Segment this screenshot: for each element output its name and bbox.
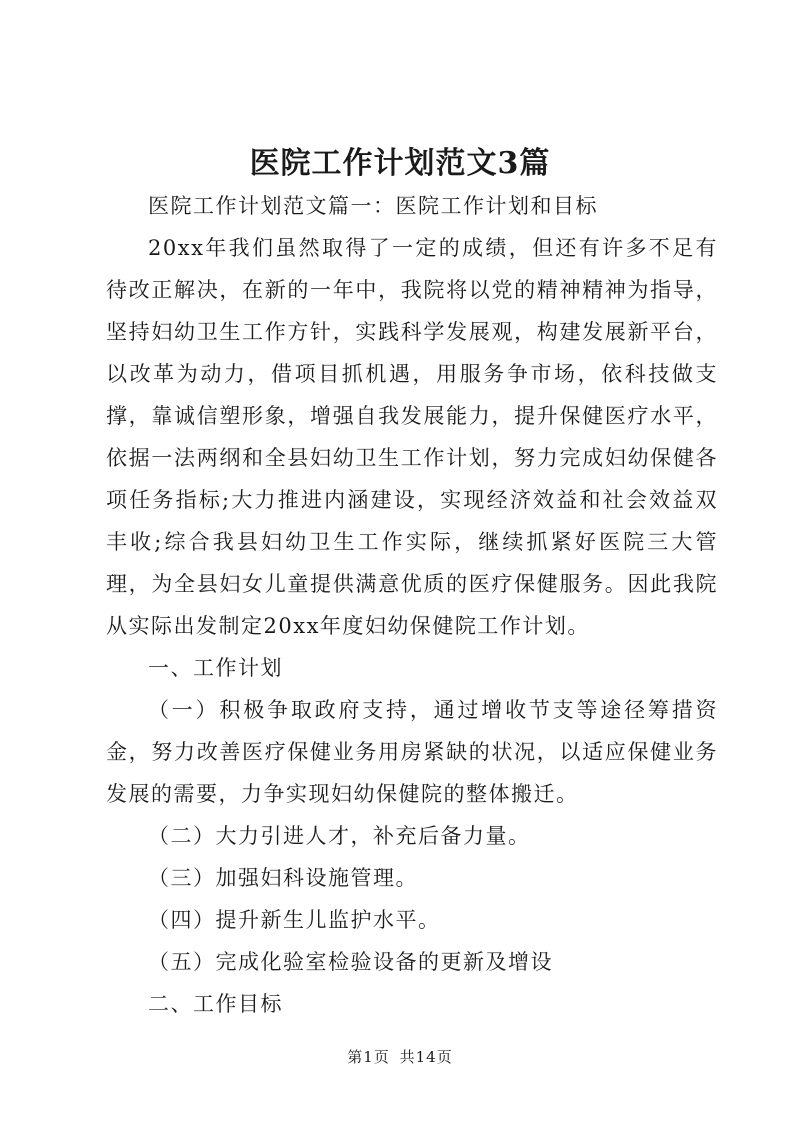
section-heading-work-plan: 一、工作计划 (148, 656, 283, 680)
intro-paragraph: 20xx年我们虽然取得了一定的成绩，但还有许多不足有待改正解决，在新的一年中，我院将以党的精神精神为指导，坚持妇幼卫生工作方针，实践科学发展观，构建发展新平台，以改革为动力，借项目抓机遇，用服务争市场，依科技做支撑，靠诚信塑形象，增强自我发展能力，提升保健医疗水平，依据一法两纲和全县妇幼卫生工作计划，努力完成妇幼保健各项任务指标;大力推进内涵建设，实现经济效益和社会效益双丰收;综合我县妇幼卫生工作实际，继续抓紧好医院三大管理，为全县妇女儿童提供满意优质的医疗保健服务。因此我院从实际出发制定20xx年度妇幼保健院工作计划。 (106, 236, 718, 638)
plan-item-3: （三）加强妇科设施管理。 (148, 866, 418, 890)
plan-item-5: （五）完成化验室检验设备的更新及增设 (148, 950, 553, 974)
plan-item-1: （一）积极争取政府支持，通过增收节支等途径筹措资金，努力改善医疗保健业务用房紧缺的状况，以适应保健业务发展的需要，力争实现妇幼保健院的整体搬迁。 (106, 698, 718, 806)
plan-item-4: （四）提升新生儿监护水平。 (148, 908, 441, 932)
document-body (106, 185, 718, 1025)
page-number: 第1页 (347, 1048, 390, 1066)
page-total: 共14页 (399, 1048, 453, 1066)
plan-item-2: （二）大力引进人才，补充后备力量。 (148, 824, 531, 848)
section-heading-part-one: 医院工作计划范文篇一：医院工作计划和目标 (148, 194, 598, 218)
document-title: 医院工作计划范文3篇 (249, 146, 551, 181)
section-heading-work-goals: 二、工作目标 (148, 992, 283, 1016)
page-footer (0, 1046, 800, 1067)
